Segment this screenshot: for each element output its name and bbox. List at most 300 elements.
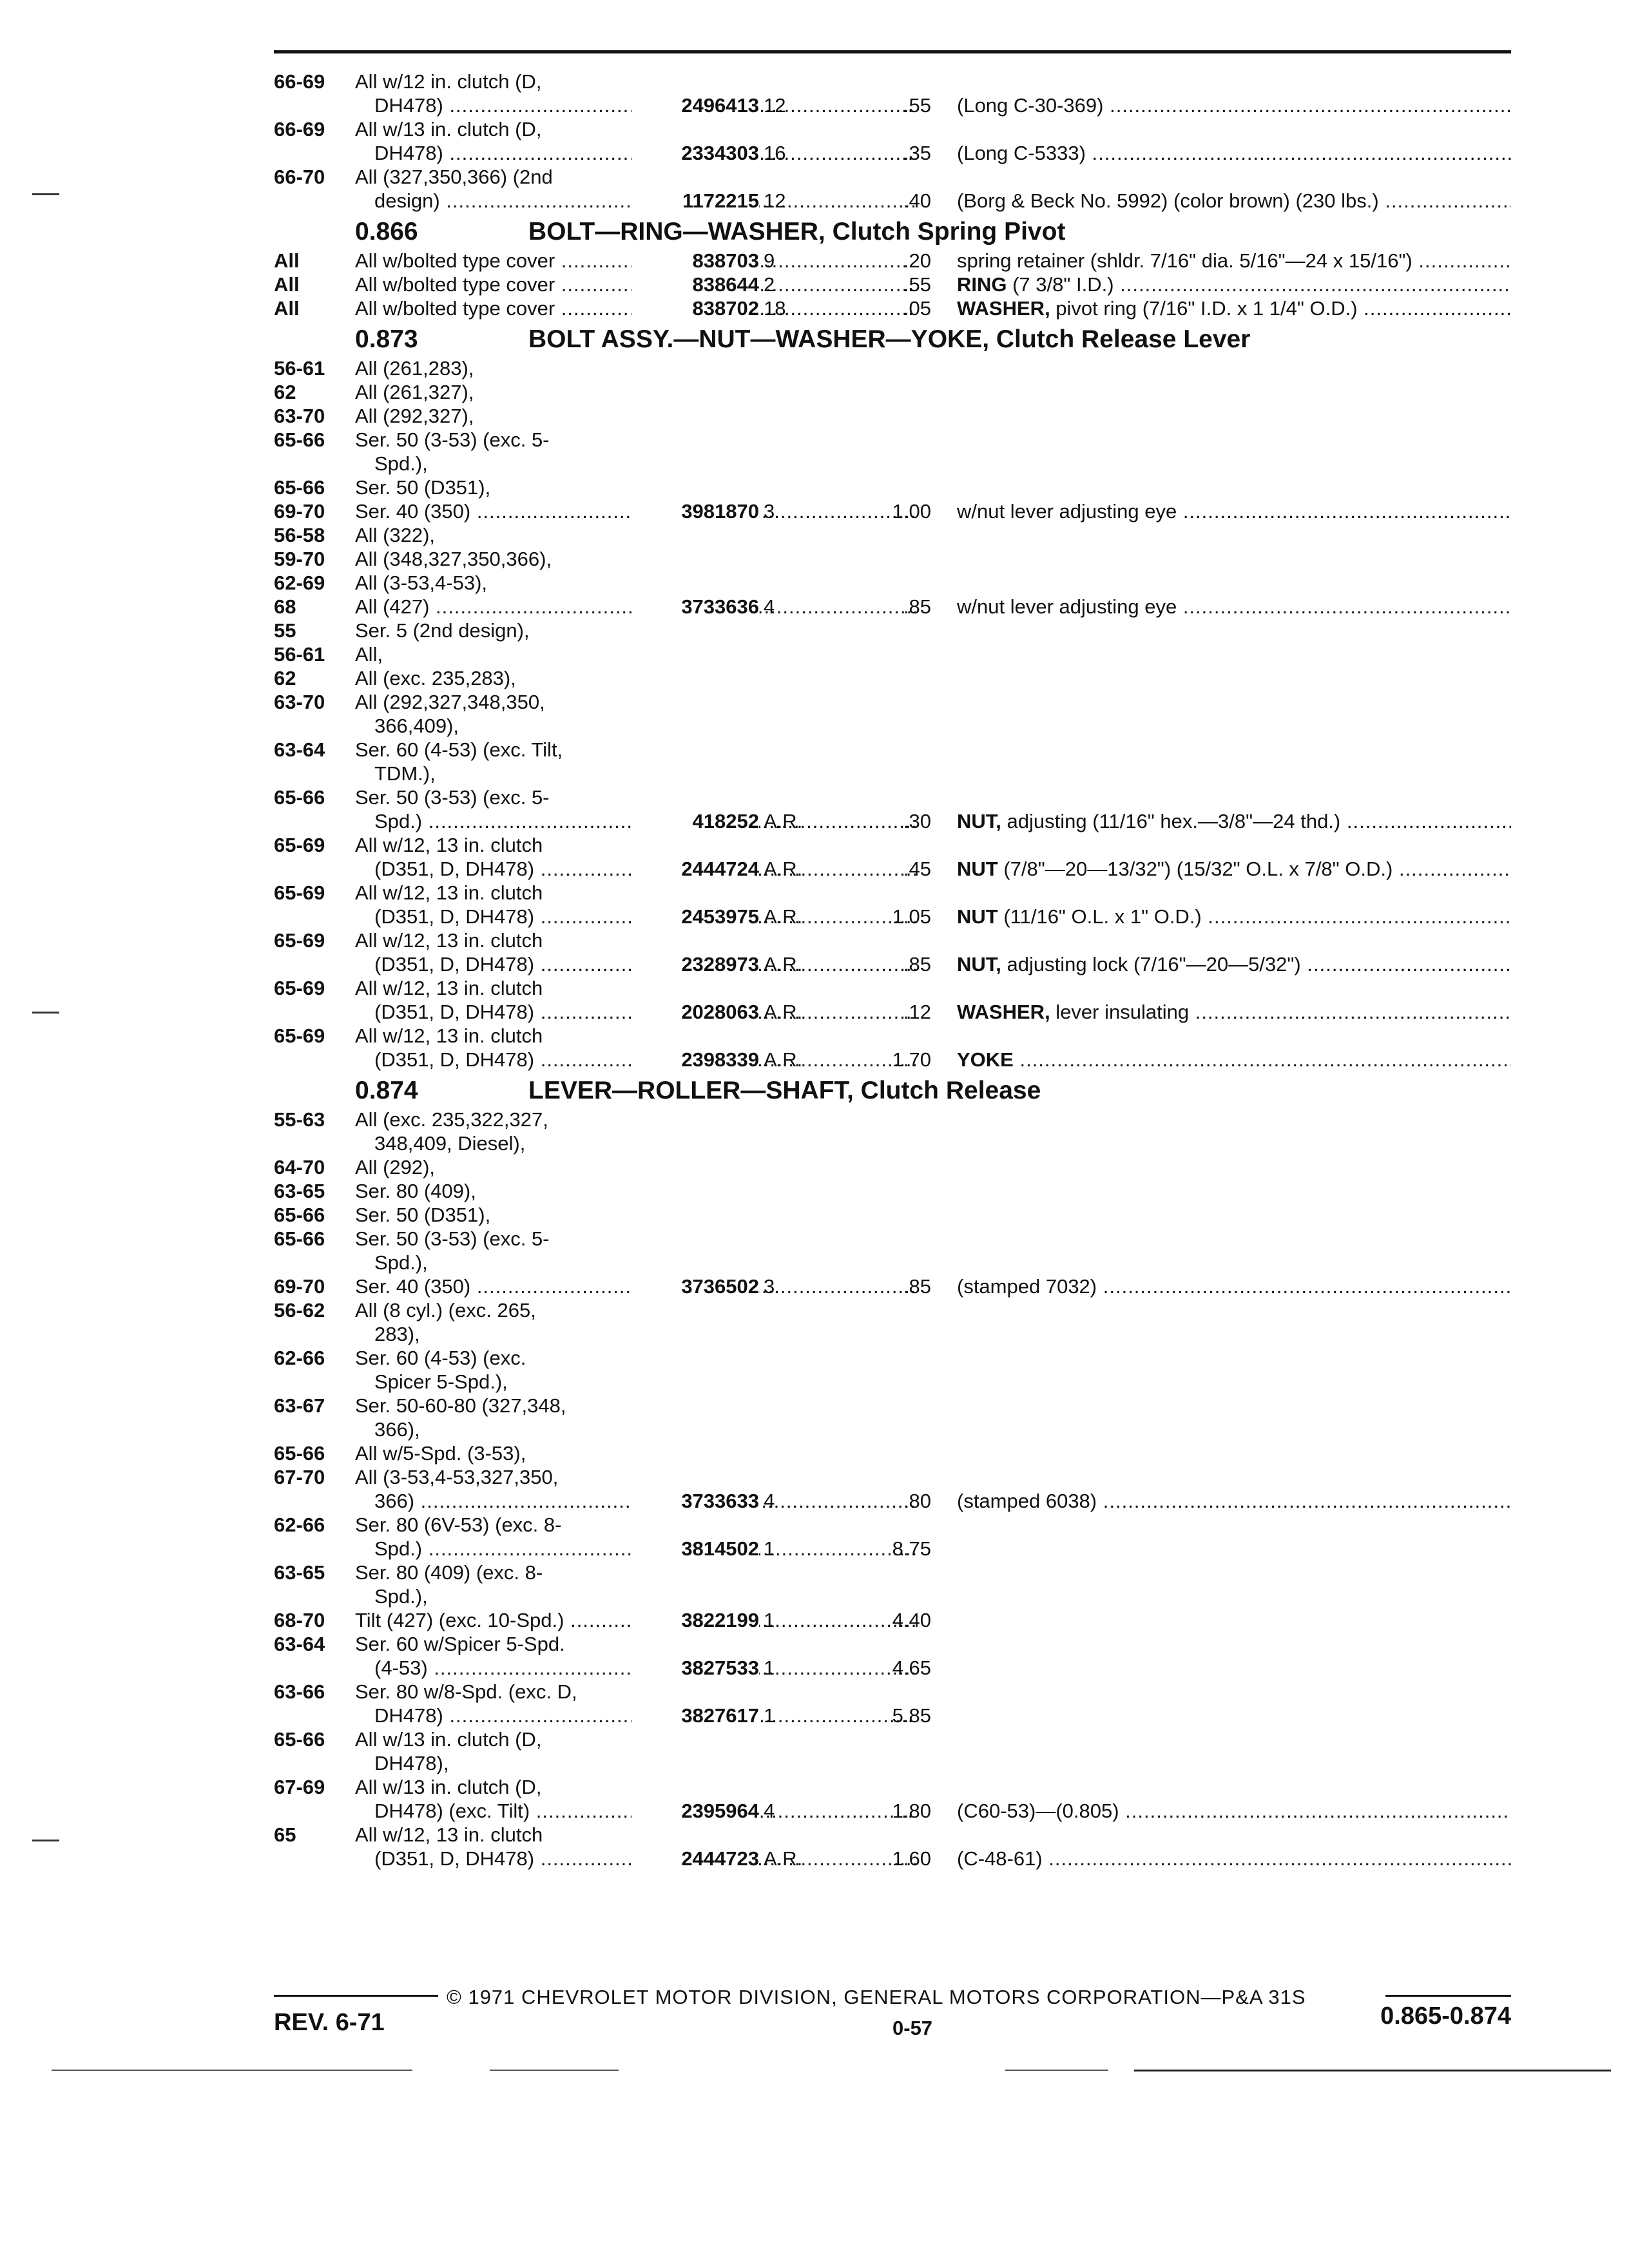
- quantity: 12: [764, 189, 786, 212]
- application: [355, 1465, 916, 1489]
- copyright-text: © 1971 CHEVROLET MOTOR DIVISION, GENERAL MOTORS CORPORATION—P&A 31S: [447, 1986, 1306, 2008]
- application: [355, 165, 916, 189]
- parts-row: [274, 1727, 1511, 1751]
- parts-row: [274, 785, 1511, 809]
- description: [957, 189, 1511, 213]
- application: [355, 1203, 916, 1227]
- description-text: w/nut lever adjusting eye: [957, 500, 1177, 523]
- parts-row: [274, 165, 1511, 189]
- parts-row: [274, 1608, 1511, 1632]
- model-years: 63-70: [274, 691, 325, 713]
- model-years: 66-70: [274, 166, 325, 188]
- copyright-line: [274, 1986, 1511, 2012]
- part-number: 3736502: [631, 1274, 759, 1298]
- application-text: Ser. 40 (350): [355, 500, 471, 523]
- part-number: 2444723: [631, 1847, 759, 1870]
- application: [355, 714, 916, 738]
- parts-row: [274, 690, 1511, 714]
- application-text: All (exc. 235,283),: [355, 667, 516, 689]
- section-title: BOLT ASSY.—NUT—WASHER—YOKE, Clutch Release Lever: [528, 325, 1251, 353]
- model-years: 65-66: [274, 786, 325, 809]
- description-keyword: NUT,: [957, 810, 1001, 832]
- description-text: (7/8"—20—13/32") (15/32" O.L. x 7/8" O.D.): [998, 858, 1393, 880]
- quantity: 1: [764, 1704, 775, 1727]
- application-text: Spd.),: [374, 1251, 428, 1274]
- part-number: 3733633: [631, 1489, 759, 1513]
- description-text: (Long C-30-369): [957, 94, 1104, 117]
- parts-row: [274, 1489, 1511, 1513]
- quantity: 2: [764, 273, 775, 296]
- description-text: adjusting (11/16" hex.—3/8"—24 thd.): [1001, 810, 1341, 832]
- model-years: 65-69: [274, 1024, 325, 1047]
- application-text: 283),: [374, 1323, 420, 1345]
- application-text: DH478): [374, 142, 443, 164]
- part-number: 838644: [631, 273, 759, 296]
- parts-row: [274, 1298, 1511, 1322]
- part-number: 2334303: [631, 141, 759, 165]
- section-number: 0.873: [355, 325, 418, 353]
- list-price: 1.80: [892, 1800, 931, 1822]
- application: [355, 452, 916, 476]
- application-text: All w/bolted type cover: [355, 249, 555, 272]
- application: [355, 1418, 916, 1441]
- parts-row: [274, 1561, 1511, 1584]
- model-years: 65-66: [274, 428, 325, 451]
- parts-row: [274, 1108, 1511, 1131]
- description: [957, 499, 1511, 523]
- model-years: 59-70: [274, 548, 325, 570]
- application: [355, 1632, 916, 1656]
- application: [355, 666, 916, 690]
- parts-row: [274, 881, 1511, 905]
- description-keyword: RING: [957, 273, 1007, 296]
- application: [355, 1155, 916, 1179]
- parts-row: [274, 1751, 1511, 1775]
- parts-row: [274, 976, 1511, 1000]
- quantity: 1: [764, 1609, 775, 1631]
- model-years: 63-64: [274, 738, 325, 761]
- description-text: (stamped 6038): [957, 1490, 1097, 1512]
- application-text: All w/13 in. clutch (D,: [355, 118, 542, 140]
- application-text: Ser. 50-60-80 (327,348,: [355, 1394, 566, 1417]
- list-price: 1.60: [892, 1847, 931, 1870]
- part-number: 3981870: [631, 499, 759, 523]
- application-text: All w/12, 13 in. clutch: [355, 1024, 543, 1047]
- rule: [274, 1995, 438, 1997]
- part-number: 3822199: [631, 1608, 759, 1632]
- application-text: (D351, D, DH478): [374, 1048, 535, 1071]
- parts-row: [274, 1465, 1511, 1489]
- application-text: (D351, D, DH478): [374, 858, 535, 880]
- list-price: .20: [903, 249, 931, 272]
- application-text: All (322),: [355, 524, 436, 546]
- application: [355, 1227, 916, 1251]
- model-years: 69-70: [274, 500, 325, 523]
- application-text: All w/bolted type cover: [355, 273, 555, 296]
- model-years: 56-61: [274, 357, 325, 380]
- parts-row: [274, 1203, 1511, 1227]
- quantity: 18: [764, 297, 786, 320]
- application: [355, 1823, 916, 1847]
- part-number: 2444724: [631, 857, 759, 881]
- application-text: All (8 cyl.) (exc. 265,: [355, 1299, 536, 1321]
- application-text: (4-53): [374, 1657, 428, 1679]
- parts-row: [274, 595, 1511, 619]
- part-number: 418252: [631, 809, 759, 833]
- description: [957, 1489, 1511, 1513]
- description-keyword: WASHER,: [957, 297, 1050, 320]
- parts-row: [274, 1179, 1511, 1203]
- application: [355, 1346, 916, 1370]
- model-years: 67-70: [274, 1466, 325, 1488]
- parts-row: [274, 1680, 1511, 1704]
- model-years: All: [274, 273, 300, 296]
- application: [355, 1775, 916, 1799]
- application-text: Ser. 80 (409),: [355, 1180, 476, 1202]
- model-years: 63-70: [274, 405, 325, 427]
- application: [355, 1727, 916, 1751]
- application-text: All (348,327,350,366),: [355, 548, 552, 570]
- model-years: 56-58: [274, 524, 325, 546]
- application-text: All (292,327),: [355, 405, 474, 427]
- description-keyword: WASHER,: [957, 1001, 1050, 1023]
- application: [355, 1370, 916, 1394]
- revision-label: REV. 6-71: [274, 2009, 385, 2036]
- application-text: Ser. 50 (3-53) (exc. 5-: [355, 428, 550, 451]
- application-text: All (327,350,366) (2nd: [355, 166, 553, 188]
- parts-row: [274, 1441, 1511, 1465]
- description-text: (Borg & Beck No. 5992) (color brown) (230 lbs.): [957, 189, 1379, 212]
- section-title: LEVER—ROLLER—SHAFT, Clutch Release: [528, 1077, 1041, 1104]
- application: [355, 70, 916, 93]
- application-text: Ser. 40 (350): [355, 1275, 471, 1298]
- section-heading: [274, 320, 1511, 356]
- description: [957, 93, 1511, 117]
- application: [355, 1024, 916, 1048]
- description: [957, 952, 1511, 976]
- description-keyword: NUT,: [957, 953, 1001, 975]
- list-price: 1.00: [892, 500, 931, 523]
- description-text: lever insulating: [1050, 1001, 1190, 1023]
- part-number: 838703: [631, 249, 759, 273]
- margin-mark: [32, 193, 59, 195]
- part-number: 3733636: [631, 595, 759, 619]
- description-keyword: YOKE: [957, 1048, 1014, 1071]
- list-price: .80: [903, 1490, 931, 1512]
- model-years: 65-69: [274, 977, 325, 999]
- list-price: 4.65: [892, 1657, 931, 1679]
- list-price: .85: [903, 595, 931, 618]
- application-text: All (3-53,4-53),: [355, 572, 488, 594]
- description: [957, 1048, 1511, 1072]
- application: [355, 833, 916, 857]
- quantity: 1: [764, 1657, 775, 1679]
- quantity: A.R.: [764, 1048, 803, 1071]
- application-text: Ser. 50 (D351),: [355, 1204, 491, 1226]
- section-heading: [274, 213, 1511, 249]
- description: [957, 1274, 1511, 1298]
- application-text: All w/12, 13 in. clutch: [355, 834, 543, 856]
- part-number: 2395964: [631, 1799, 759, 1823]
- parts-row: [274, 404, 1511, 428]
- parts-row: [274, 380, 1511, 404]
- application-text: Ser. 80 (6V-53) (exc. 8-: [355, 1514, 562, 1536]
- application: [355, 404, 916, 428]
- parts-row: [274, 952, 1511, 976]
- parts-row: [274, 452, 1511, 476]
- application: [355, 1441, 916, 1465]
- description-text: (C60-53)—(0.805): [957, 1800, 1119, 1822]
- application-text: 348,409, Diesel),: [374, 1132, 526, 1155]
- application-text: (D351, D, DH478): [374, 1847, 535, 1870]
- application: [355, 1179, 916, 1203]
- top-rule: [274, 50, 1511, 53]
- quantity: 3: [764, 1275, 775, 1298]
- application-text: DH478) (exc. Tilt): [374, 1800, 530, 1822]
- application-text: Ser. 5 (2nd design),: [355, 619, 530, 642]
- parts-row: [274, 1799, 1511, 1823]
- parts-row: [274, 1513, 1511, 1537]
- parts-row: [274, 714, 1511, 738]
- part-number: 2496413: [631, 93, 759, 117]
- application-text: Spd.): [374, 1537, 423, 1560]
- application-text: All w/13 in. clutch (D,: [355, 1728, 542, 1751]
- model-years: 68-70: [274, 1609, 325, 1631]
- parts-row: [274, 1048, 1511, 1072]
- model-years: 64-70: [274, 1156, 325, 1178]
- application: [355, 1251, 916, 1274]
- model-years: 66-69: [274, 70, 325, 93]
- parts-row: [274, 762, 1511, 785]
- application: [355, 1394, 916, 1418]
- model-years: 63-64: [274, 1633, 325, 1655]
- description: [957, 905, 1511, 928]
- list-price: .85: [903, 1275, 931, 1298]
- application: [355, 1298, 916, 1322]
- application: [355, 547, 916, 571]
- description-text: (Long C-5333): [957, 142, 1086, 164]
- model-years: 68: [274, 595, 296, 618]
- parts-row: [274, 1656, 1511, 1680]
- parts-row: [274, 1131, 1511, 1155]
- description-text: spring retainer (shldr. 7/16" dia. 5/16"—24 x 15/16"): [957, 249, 1412, 272]
- application: [355, 738, 916, 762]
- section-number: 0.874: [355, 1077, 418, 1104]
- application-text: Ser. 60 (4-53) (exc. Tilt,: [355, 738, 563, 761]
- application: [355, 1680, 916, 1704]
- rule: [1385, 1995, 1511, 1997]
- application-text: (D351, D, DH478): [374, 905, 535, 928]
- description-text: (11/16" O.L. x 1" O.D.): [998, 905, 1202, 928]
- application: [355, 428, 916, 452]
- part-number: 3814502: [631, 1537, 759, 1561]
- application: [355, 881, 916, 905]
- parts-row: [274, 619, 1511, 642]
- application: [355, 642, 916, 666]
- part-number: 1172215: [631, 189, 759, 213]
- model-years: 62: [274, 381, 296, 403]
- application: [355, 976, 916, 1000]
- application-text: TDM.),: [374, 762, 436, 785]
- page-number: 0-57: [892, 2017, 933, 2039]
- application-text: Spd.): [374, 810, 423, 832]
- parts-row: [274, 428, 1511, 452]
- quantity: A.R.: [764, 858, 803, 880]
- application-text: design): [374, 189, 440, 212]
- application-text: Ser. 50 (D351),: [355, 476, 491, 499]
- model-years: 62-69: [274, 572, 325, 594]
- margin-mark: [32, 1012, 59, 1014]
- parts-row: [274, 1704, 1511, 1727]
- parts-row: [274, 547, 1511, 571]
- description: [957, 595, 1511, 619]
- parts-row: [274, 905, 1511, 928]
- application-text: All (292),: [355, 1156, 436, 1178]
- model-years: 63-65: [274, 1180, 325, 1202]
- application-text: Ser. 60 w/Spicer 5-Spd.: [355, 1633, 565, 1655]
- scan-line: [490, 2070, 619, 2071]
- description-keyword: NUT: [957, 858, 998, 880]
- parts-row: [274, 141, 1511, 165]
- application-text: Spicer 5-Spd.),: [374, 1370, 508, 1393]
- list-price: .45: [903, 858, 931, 880]
- application-text: DH478),: [374, 1752, 449, 1774]
- parts-row: [274, 666, 1511, 690]
- application: [355, 571, 916, 595]
- application-text: Ser. 80 w/8-Spd. (exc. D,: [355, 1680, 577, 1703]
- description-text: (C-48-61): [957, 1847, 1043, 1870]
- section-number: 0.866: [355, 218, 418, 245]
- application-text: Ser. 60 (4-53) (exc.: [355, 1347, 526, 1369]
- scan-line: [1134, 2070, 1611, 2071]
- model-years: 62-66: [274, 1514, 325, 1536]
- parts-row: [274, 928, 1511, 952]
- list-price: .05: [903, 297, 931, 320]
- application-text: Ser. 80 (409) (exc. 8-: [355, 1561, 543, 1584]
- parts-row: [274, 809, 1511, 833]
- model-years: 56-62: [274, 1299, 325, 1321]
- list-price: .40: [903, 189, 931, 212]
- application: [355, 1561, 916, 1584]
- model-years: 65-66: [274, 476, 325, 499]
- application-text: Tilt (427) (exc. 10-Spd.): [355, 1609, 564, 1631]
- model-years: 69-70: [274, 1275, 325, 1298]
- parts-row: [274, 1394, 1511, 1418]
- list-price: .85: [903, 953, 931, 975]
- parts-row: [274, 1346, 1511, 1370]
- application-text: (D351, D, DH478): [374, 953, 535, 975]
- application-text: (D351, D, DH478): [374, 1001, 535, 1023]
- parts-catalog-body: [274, 70, 1511, 1870]
- parts-row: [274, 1227, 1511, 1251]
- application-text: All (261,327),: [355, 381, 474, 403]
- margin-mark: [32, 1840, 59, 1841]
- model-years: 65-69: [274, 834, 325, 856]
- parts-row: [274, 1775, 1511, 1799]
- model-years: 65-66: [274, 1728, 325, 1751]
- application: [355, 785, 916, 809]
- application-text: All w/12 in. clutch (D,: [355, 70, 542, 93]
- application-text: 366),: [374, 1418, 420, 1441]
- application-text: All (427): [355, 595, 430, 618]
- list-price: 1.70: [892, 1048, 931, 1071]
- application-text: All w/12, 13 in. clutch: [355, 977, 543, 999]
- parts-row: [274, 1584, 1511, 1608]
- list-price: .35: [903, 142, 931, 164]
- application: [355, 523, 916, 547]
- parts-row: [274, 189, 1511, 213]
- quantity: A.R.: [764, 1847, 803, 1870]
- description-text: (stamped 7032): [957, 1275, 1097, 1298]
- list-price: 1.05: [892, 905, 931, 928]
- description: [957, 1000, 1511, 1024]
- parts-row: [274, 117, 1511, 141]
- list-price: .55: [903, 94, 931, 117]
- application-text: Spd.),: [374, 1585, 428, 1608]
- application-text: Spd.),: [374, 452, 428, 475]
- application: [355, 117, 916, 141]
- quantity: 1: [764, 1537, 775, 1560]
- section-title: BOLT—RING—WASHER, Clutch Spring Pivot: [528, 218, 1066, 245]
- application: [355, 476, 916, 499]
- parts-row: [274, 1418, 1511, 1441]
- part-number: 2028063: [631, 1000, 759, 1024]
- parts-row: [274, 1537, 1511, 1561]
- section-heading: [274, 1072, 1511, 1108]
- application-text: All (292,327,348,350,: [355, 691, 545, 713]
- list-price: .30: [903, 810, 931, 832]
- application-text: Ser. 50 (3-53) (exc. 5-: [355, 786, 550, 809]
- application: [355, 928, 916, 952]
- quantity: 4: [764, 1490, 775, 1512]
- parts-row: [274, 476, 1511, 499]
- model-years: 65-66: [274, 1442, 325, 1465]
- parts-row: [274, 70, 1511, 93]
- parts-row: [274, 571, 1511, 595]
- parts-row: [274, 1632, 1511, 1656]
- scan-line: [52, 2070, 412, 2071]
- parts-row: [274, 857, 1511, 881]
- description: [957, 809, 1511, 833]
- application: [355, 1131, 916, 1155]
- quantity: A.R.: [764, 905, 803, 928]
- application-text: DH478): [374, 1704, 443, 1727]
- application-text: Ser. 50 (3-53) (exc. 5-: [355, 1227, 550, 1250]
- model-years: All: [274, 249, 300, 272]
- parts-row: [274, 1155, 1511, 1179]
- parts-row: [274, 356, 1511, 380]
- description-text: (7 3/8" I.D.): [1007, 273, 1114, 296]
- application-text: DH478): [374, 94, 443, 117]
- description-text: w/nut lever adjusting eye: [957, 595, 1177, 618]
- description: [957, 1847, 1511, 1870]
- part-number: 838702: [631, 296, 759, 320]
- application-text: All w/12, 13 in. clutch: [355, 881, 543, 904]
- application-text: All w/12, 13 in. clutch: [355, 929, 543, 952]
- parts-row: [274, 1823, 1511, 1847]
- quantity: 4: [764, 595, 775, 618]
- part-number: 3827533: [631, 1656, 759, 1680]
- model-years: 66-69: [274, 118, 325, 140]
- application: [355, 762, 916, 785]
- model-years: 55-63: [274, 1108, 325, 1131]
- application-text: 366): [374, 1490, 415, 1512]
- description: [957, 1799, 1511, 1823]
- quantity: 4: [764, 1800, 775, 1822]
- list-price: .55: [903, 273, 931, 296]
- part-number: 3827617: [631, 1704, 759, 1727]
- parts-row: [274, 1847, 1511, 1870]
